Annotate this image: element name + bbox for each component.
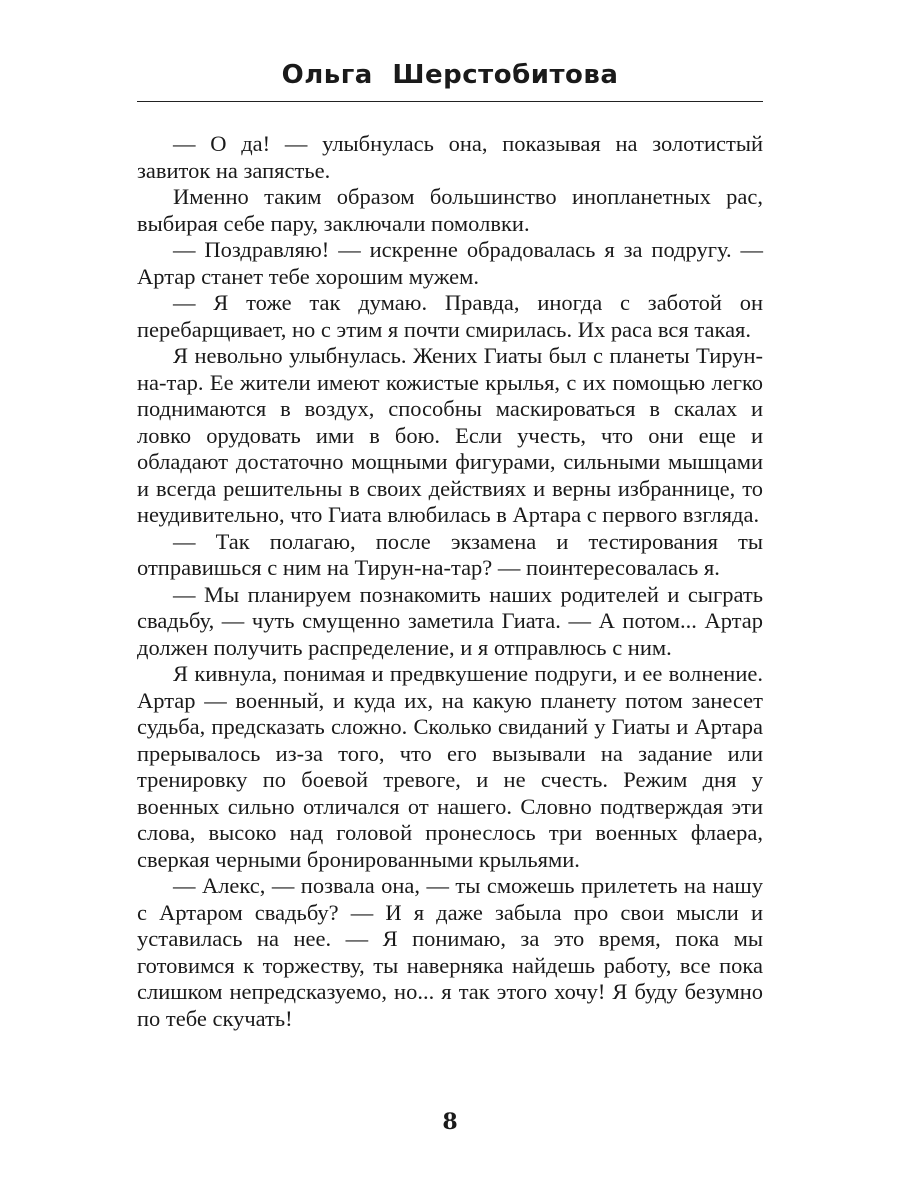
paragraph: Именно таким образом большинство инопланетных рас, выбирая себе пару, заключали помолвки.: [137, 184, 763, 236]
body-text: [137, 131, 763, 1032]
paragraph: — Поздравляю! — искренне обрадовалась я за подругу. — Артар станет тебе хорошим мужем.: [137, 237, 763, 289]
paragraph: Я невольно улыбнулась. Жених Гиаты был с планеты Тирун-на-тар. Ее жители имеют кожистые крылья, с их помощью легко поднимаются в воздух, способны маскироваться в скалах и ловко орудовать ими в бою. Если учесть, что они еще и обладают достаточно мощными фигурами, сильными мышцами и всегда решительны в своих действиях и верны избраннице, то неудивительно, что Гиата влюбилась в Артара с первого взгляда.: [137, 343, 763, 527]
paragraph: — Я тоже так думаю. Правда, иногда с заботой он перебарщивает, но с этим я почти смирилась. Их раса вся такая.: [137, 290, 763, 342]
paragraph: — О да! — улыбнулась она, показывая на золотистый завиток на запястье.: [137, 131, 763, 183]
paragraph: — Алекс, — позвала она, — ты сможешь прилететь на нашу с Артаром свадьбу? — И я даже забыла про свои мысли и уставилась на нее. — Я понимаю, за это время, пока мы готовимся к торжеству, ты наверняка найдешь работу, все пока слишком непредсказуемо, но... я так этого хочу! Я буду безумно по тебе скучать!: [137, 873, 763, 1031]
header-rule: [137, 101, 763, 102]
page-number: 8: [442, 1109, 458, 1135]
running-head-author: Ольга Шерстобитова: [281, 60, 619, 90]
paragraph: — Так полагаю, после экзамена и тестирования ты отправишься с ним на Тирун-на-тар? — поинтересовалась я.: [137, 528, 763, 580]
paragraph: — Мы планируем познакомить наших родителей и сыграть свадьбу, — чуть смущенно заметила Гиата. — А потом... Артар должен получить распределение, и я отправлюсь с ним.: [137, 581, 763, 660]
paragraph: Я кивнула, понимая и предвкушение подруги, и ее волнение. Артар — военный, и куда их, на какую планету потом занесет судьба, предсказать сложно. Сколько свиданий у Гиаты и Артара прерывалось из-за того, что его вызывали на задание или тренировку по боевой тревоге, и не счесть. Режим дня у военных сильно отличался от нашего. Словно подтверждая эти слова, высоко над головой пронеслось три военных флаера, сверкая черными бронированными крыльями.: [137, 661, 763, 872]
